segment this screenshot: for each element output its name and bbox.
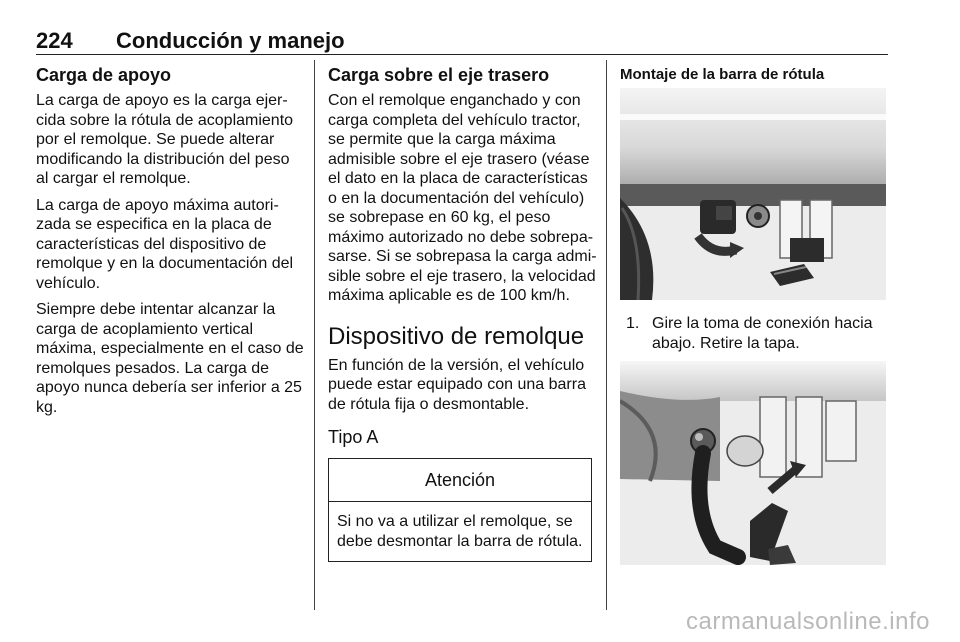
page-header bbox=[36, 28, 888, 55]
column-middle bbox=[328, 64, 598, 562]
paragraph: Siempre debe intentar alcanzar la carga de acoplamiento vertical máxima, especialmente en el caso de remolques pesados. La carga de apoyo nunca debería ser inferior a 25 kg. bbox=[36, 301, 304, 416]
step-number: 1. bbox=[626, 315, 640, 332]
instruction-step bbox=[620, 314, 888, 353]
paragraph: La carga de apoyo máxima autorizada se especifica en la placa de características del dispositivo de remolque y en la documentación del vehículo. bbox=[36, 196, 294, 292]
column-divider-1 bbox=[314, 60, 315, 610]
sub-heading-tipo-a: Tipo A bbox=[328, 427, 379, 447]
warning-text: Si no va a utilizar el remolque, se debe desmontar la barra de rótula. bbox=[337, 513, 583, 550]
paragraph: La carga de apoyo es la carga ejercida sobre la rótula de acoplamiento por el remolque. Se puede alterar modificando la distribución del peso al cargar el remolque. bbox=[36, 92, 294, 187]
heading-carga-eje-trasero: Carga sobre el eje trasero bbox=[328, 65, 550, 85]
column-left bbox=[36, 64, 304, 424]
column-divider-2 bbox=[606, 60, 607, 610]
chapter-title: Conducción y manejo bbox=[116, 28, 345, 53]
warning-box bbox=[328, 458, 592, 562]
watermark: carmanualsonline.info bbox=[686, 608, 930, 635]
tow-bar-illustration bbox=[620, 361, 886, 565]
paragraph: Con el remolque enganchado y con carga completa del vehículo tractor, se permite que la carga máxima admisible sobre el eje trasero (véase el dato en la placa de características o en la documentación del vehículo) se sobrepase en 60 kg, el peso máximo autorizado no debe sobrepasarse. Si se sobrepasa la carga admisible sobre el eje trasero, la velocidad máxima aplicable es de 100 km/h. bbox=[328, 92, 597, 304]
column-right bbox=[620, 64, 888, 565]
tow-socket-illustration bbox=[620, 88, 886, 300]
step-text: Gire la toma de conexión hacia abajo. Retire la tapa. bbox=[652, 315, 873, 352]
figure-caption: Montaje de la barra de rótula bbox=[620, 66, 825, 83]
section-title: Dispositivo de remolque bbox=[328, 322, 585, 350]
page-number: 224 bbox=[36, 28, 73, 53]
paragraph: En función de la versión, el vehículo puede estar equipado con una barra de rótula fija o desmontable. bbox=[328, 356, 586, 413]
warning-title: Atención bbox=[329, 459, 591, 502]
heading-carga-de-apoyo: Carga de apoyo bbox=[36, 65, 172, 85]
